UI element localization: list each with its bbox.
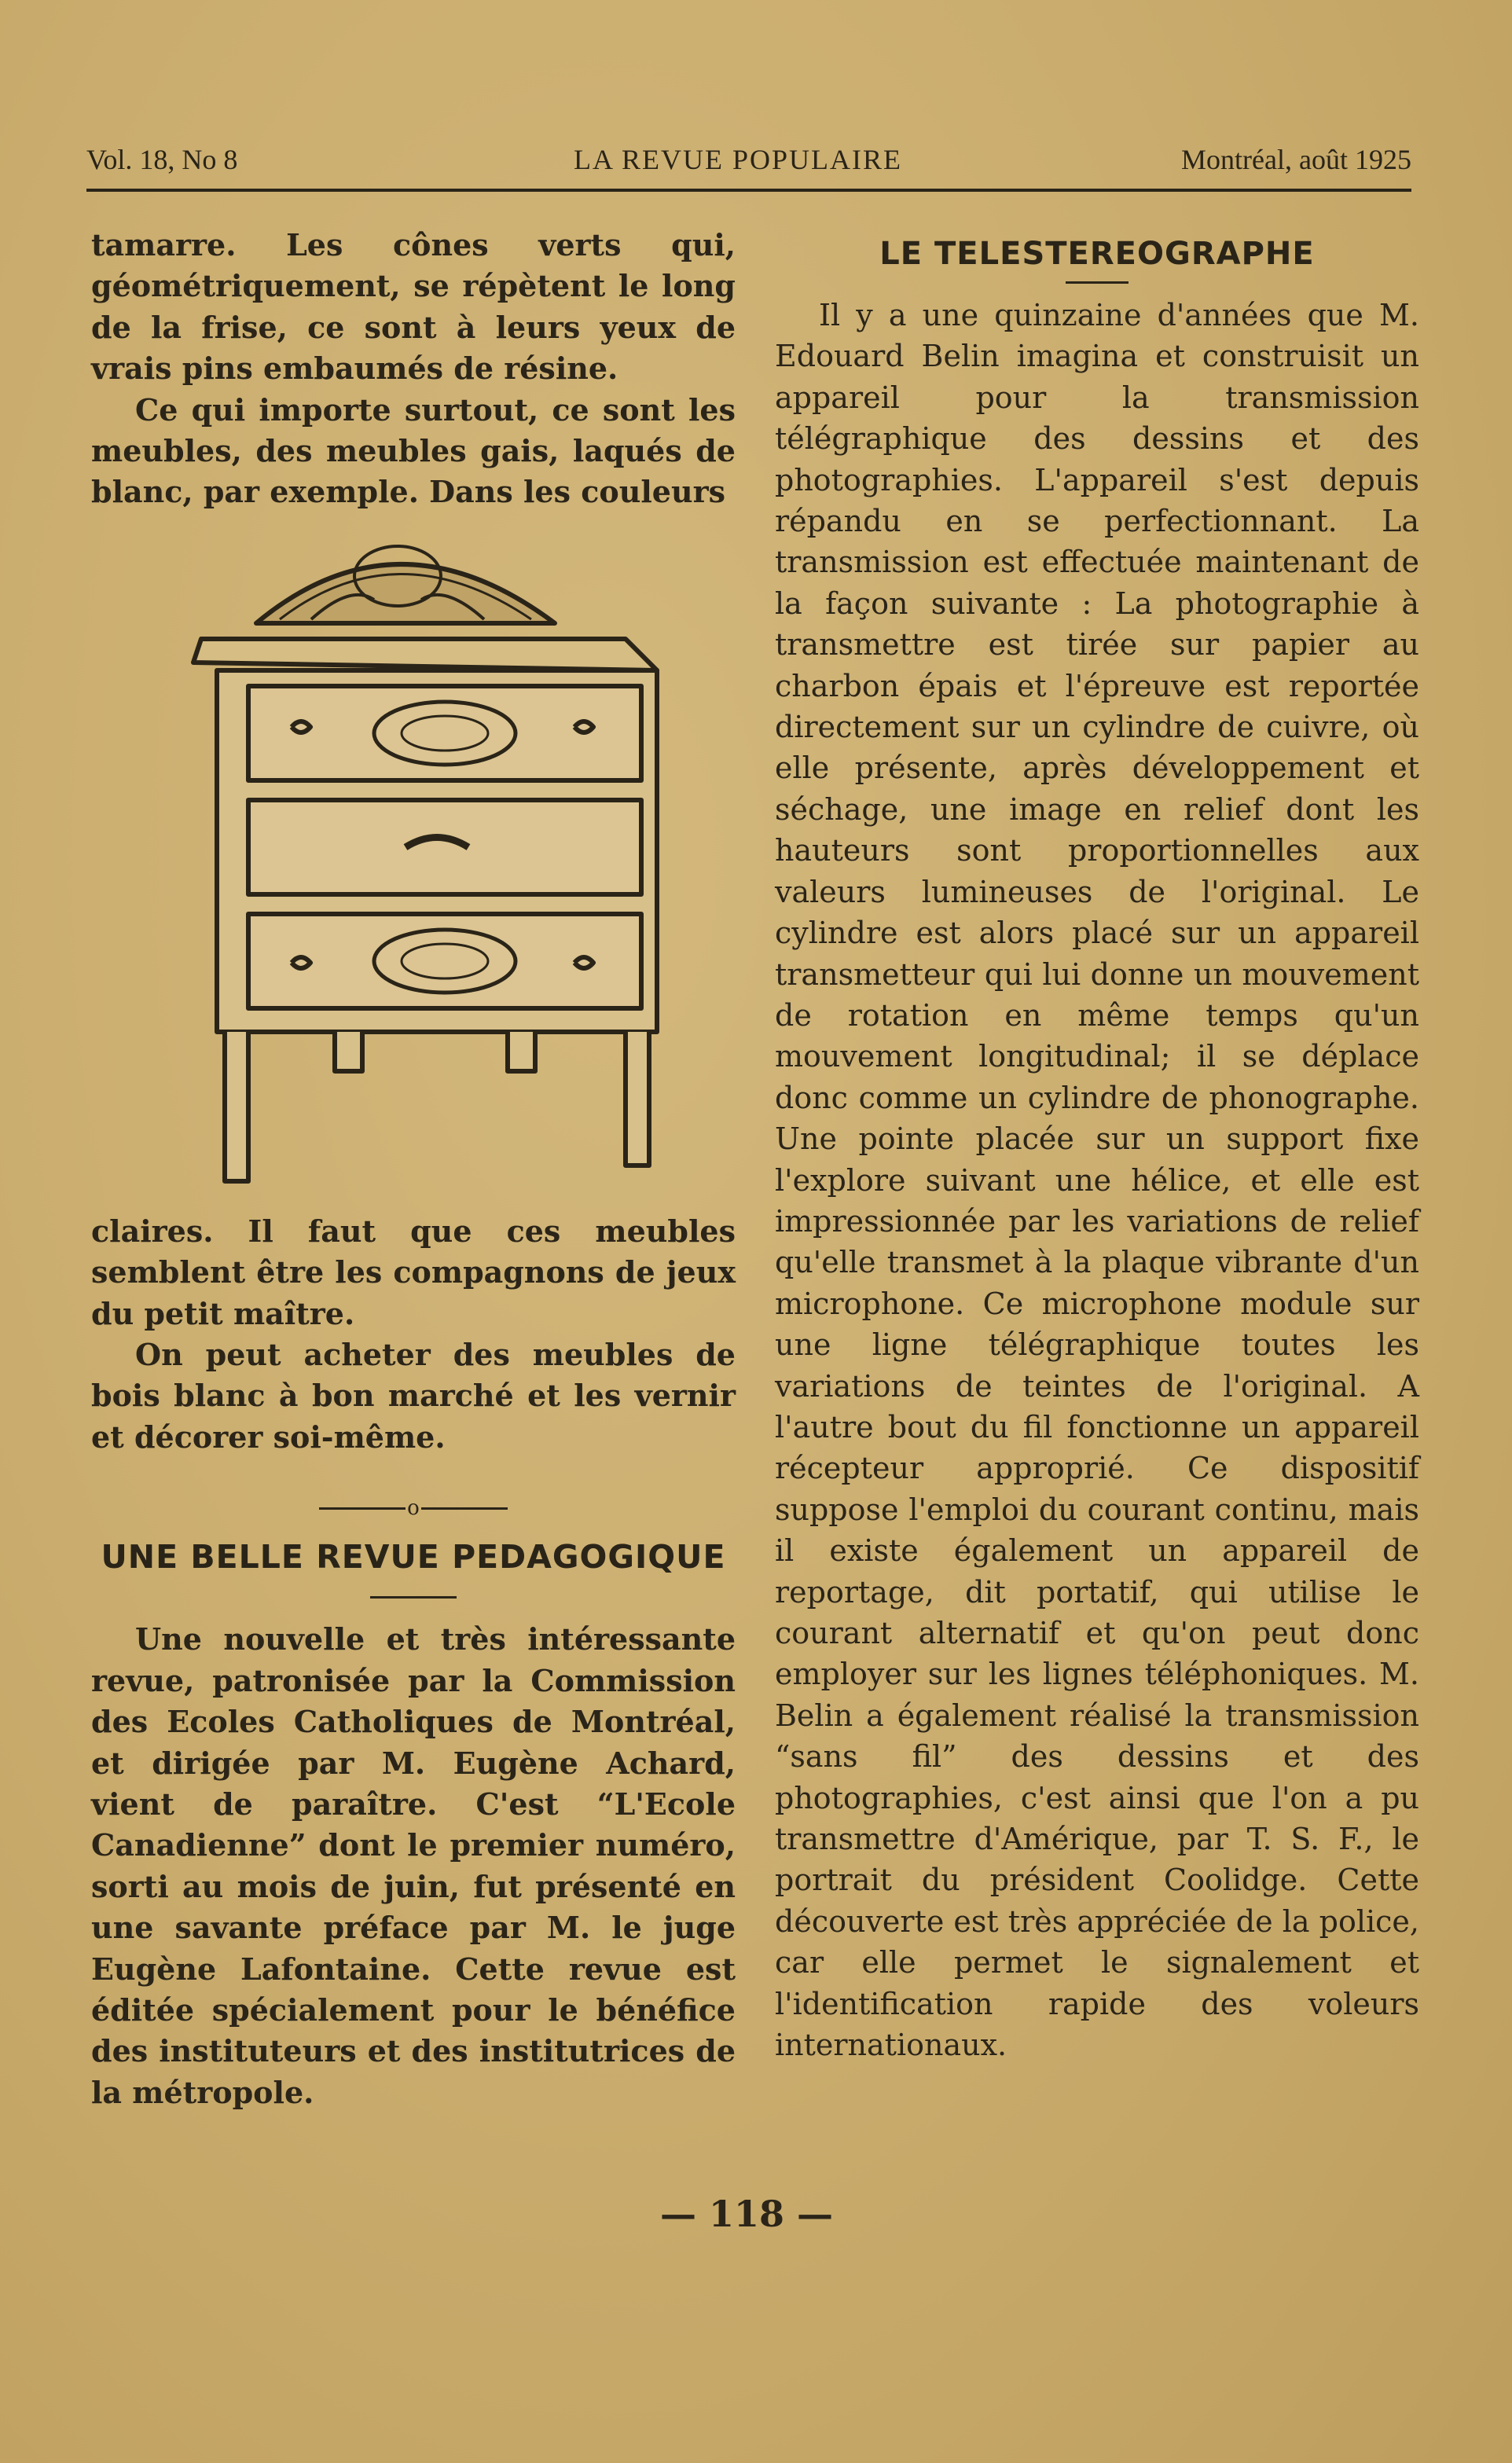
running-header — [86, 143, 1411, 179]
article-heading-pedagogique: UNE BELLE REVUE PEDAGOGIQUE — [101, 1538, 726, 1577]
volume-number: Vol. 18, No 8 — [86, 144, 238, 175]
heading-underline — [370, 1596, 457, 1599]
left-paragraph-2: Ce qui importe surtout, ce sont les meubles, des meubles gais, laqués de blanc, par exemple. Dans les couleurs — [91, 391, 736, 510]
left-paragraph-3: claires. Il faut que ces meubles semblent être les compagnons de jeux du petit maître. — [91, 1213, 736, 1331]
article-heading-telestereographe: LE TELESTEREOGRAPHE — [879, 236, 1315, 272]
left-paragraph-1: tamarre. Les cônes verts qui, géométriquement, se répètent le long de la frise, ce sont à leurs yeux de vrais pins embaumés de résine. — [91, 227, 736, 387]
right-column — [775, 225, 1419, 2065]
magazine-title: LA REVUE POPULAIRE — [574, 144, 903, 175]
page-number: — 118 — — [659, 2193, 834, 2235]
issue-date: Montréal, août 1925 — [1181, 144, 1411, 175]
left-paragraph-4: On peut acheter des meubles de bois blanc à bon marché et les vernir et décorer soi-même. — [91, 1337, 736, 1455]
dresser-illustration — [138, 521, 688, 1197]
left-paragraph-5: Une nouvelle et très intéressante revue, patronisée par la Commission des Ecoles Catholiques de Montréal, et dirigée par M. Eugène Achard, vient de paraître. C'est “L'Ecole Canadienne” dont le premier numéro, sorti au mois de juin, fut présenté en une savante préface par M. le juge Eugène Lafontaine. Cette revue est éditée spécialement pour le bénéfice des instituteurs et des institutrices de la métropole. — [91, 1621, 736, 2110]
header-rule — [86, 189, 1411, 192]
heading-underline — [1066, 281, 1128, 284]
right-paragraph-1: Il y a une quinzaine d'années que M. Edouard Belin imagina et construisit un appareil pour la transmission télégraphique des dessins et des photographies. L'appareil s'est depuis répandu en se perfectionnant. La transmission est effectuée maintenant de la façon suivante : La photographie à transmettre est tirée sur papier au charbon épais et l'épreuve est reportée directement sur un cylindre de cuivre, où elle présente, après développement et séchage, une image en relief dont les hauteurs sont proportionnelles aux valeurs lumineuses de l'original. Le cylindre est alors placé sur un appareil transmetteur qui lui donne un mouvement de rotation en même temps qu'un mouvement longitudinal; il se déplace donc comme un cylindre de phonographe. Une pointe placée sur un support fixe l'explore suivant une hélice, et elle est impressionnée par les variations de relief qu'elle transmet à la plaque vibrante d'un microphone. Ce microphone module sur une ligne télégraphique toutes les variations de teintes de l'original. A l'autre bout du fil fonctionne un appareil récepteur approprié. Ce dispositif suppose l'emploi du courant continu, mais il existe également un appareil de reportage, dit portatif, qui utilise le courant alternatif et qu'on peut donc employer sur les lignes téléphoniques. M. Belin a également réalisé la transmission “sans fil” des dessins et des photographies, c'est ainsi que l'on a pu transmettre d'Amérique, par T. S. F., le portrait du président Coolidge. Cette découverte est très appréciée de la police, car elle permet le signalement et l'identification rapide des voleurs internationaux. — [775, 298, 1419, 2063]
left-column — [91, 225, 736, 2113]
section-separator: o — [91, 1492, 736, 1524]
